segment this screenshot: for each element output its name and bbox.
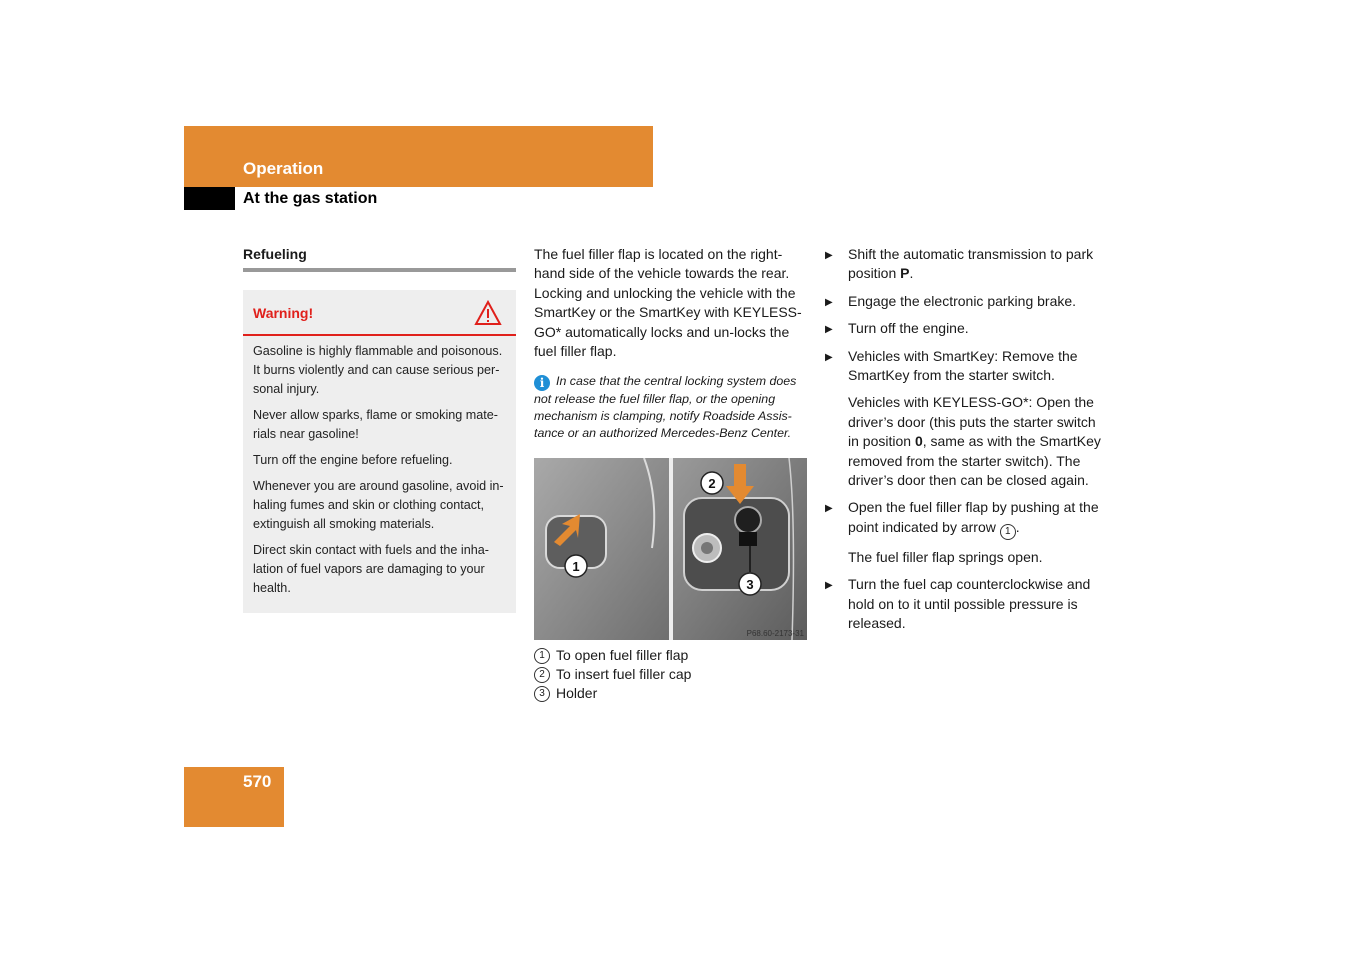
figure-code: P68.60-2173-31 [746, 629, 804, 639]
info-note [534, 373, 807, 442]
description-column [534, 245, 807, 703]
refueling-heading: Refueling [243, 246, 307, 262]
fuel-cap [735, 507, 761, 533]
holder [739, 532, 757, 546]
step-item [824, 319, 1104, 338]
warning-body [243, 336, 516, 598]
warning-box [243, 290, 516, 613]
callout-2-label: 2 [708, 476, 716, 492]
step-text: Turn the fuel cap counterclockwise and hold on to it until possible pressure is released. [848, 576, 1091, 632]
warning-triangle-icon [474, 300, 502, 326]
inline-callout-number: 1 [1000, 524, 1016, 540]
refueling-column [243, 245, 516, 613]
caption-row [534, 646, 807, 665]
step-text: Vehicles with SmartKey: Remove the SmartKey from the starter switch. [848, 347, 1078, 384]
bullet-triangle-icon: ▶ [825, 580, 833, 592]
step-text: , same as with the SmartKey removed from the starter switch). The driver’s door then can be closed again. [848, 433, 1101, 489]
fuel-flap-illustration [534, 458, 807, 640]
header-tab [184, 187, 235, 210]
figure-captions [534, 646, 807, 703]
warning-paragraph: Turn off the engine before refueling. [253, 453, 453, 467]
step-bold: P [900, 265, 910, 282]
subsection-title: At the gas station [243, 190, 378, 207]
caption-row [534, 665, 807, 684]
bullet-triangle-icon: ▶ [825, 351, 833, 363]
step-note: The fuel filler flap springs open. [848, 548, 1043, 565]
steps-column [824, 245, 1104, 642]
step-note [824, 393, 1104, 490]
caption-text: To insert fuel filler cap [556, 666, 692, 683]
step-item [824, 292, 1104, 311]
step-item [824, 575, 1104, 633]
caption-text: Holder [556, 685, 598, 702]
bullet-triangle-icon: ▶ [825, 503, 833, 515]
bullet-triangle-icon: ▶ [825, 324, 833, 336]
step-bold: 0 [914, 433, 923, 450]
step-item [824, 498, 1104, 539]
warning-paragraph: Whenever you are around gasoline, avoid in-haling fumes and skin or clothing contact, extinguish all smoking materials. [253, 479, 504, 531]
warning-header [243, 290, 516, 336]
caption-row [534, 684, 807, 703]
callout-1-label: 1 [572, 559, 580, 575]
intro-text: The fuel filler flap is located on the right-hand side of the vehicle towards the rear. Locking and unlocking the vehicle with the SmartKey or the SmartKey with KEYLESS-GO* automatically locks and un-locks the fuel filler flap. [534, 246, 802, 360]
bullet-triangle-icon: ▶ [825, 296, 833, 308]
info-icon: i [534, 375, 550, 391]
step-text: . [909, 265, 914, 282]
warning-label: Warning! [253, 305, 314, 321]
step-text: Engage the electronic parking brake. [848, 292, 1077, 309]
illustration-svg [534, 458, 807, 640]
warning-paragraph: Gasoline is highly flammable and poisonous. It burns violently and can cause serious per-sonal injury. [253, 344, 503, 396]
caption-number: 3 [534, 686, 550, 702]
caption-number: 1 [534, 648, 550, 664]
bullet-triangle-icon: ▶ [825, 250, 833, 261]
info-note-text: In case that the central locking system does not release the fuel filler flap, or the opening mechanism is clamping, notify Roadside Assis-tance or an authorized Mercedes-Benz Center. [534, 374, 797, 441]
callout-3-label: 3 [746, 577, 754, 593]
step-text: Vehicles with KEYLESS-GO*: Open the driver’s door (this puts the starter switch in position [848, 394, 1096, 450]
step-item [824, 347, 1104, 386]
caption-number: 2 [534, 667, 550, 683]
page-number: 570 [243, 772, 272, 791]
heading-rule [243, 268, 516, 272]
step-text: Turn off the engine. [848, 320, 969, 337]
step-text: Open the fuel filler flap by pushing at the point indicated by arrow [848, 499, 1099, 535]
section-title: Operation [243, 159, 324, 178]
panel-divider [669, 458, 673, 640]
step-item [824, 245, 1104, 284]
warning-paragraph: Direct skin contact with fuels and the inha-lation of fuel vapors are damaging to your health. [253, 543, 489, 595]
caption-text: To open fuel filler flap [556, 647, 689, 664]
step-text: Shift the automatic transmission to park position [848, 246, 1094, 282]
warning-paragraph: Never allow sparks, flame or smoking mate-rials near gasoline! [253, 408, 498, 441]
step-text: . [1015, 518, 1020, 535]
